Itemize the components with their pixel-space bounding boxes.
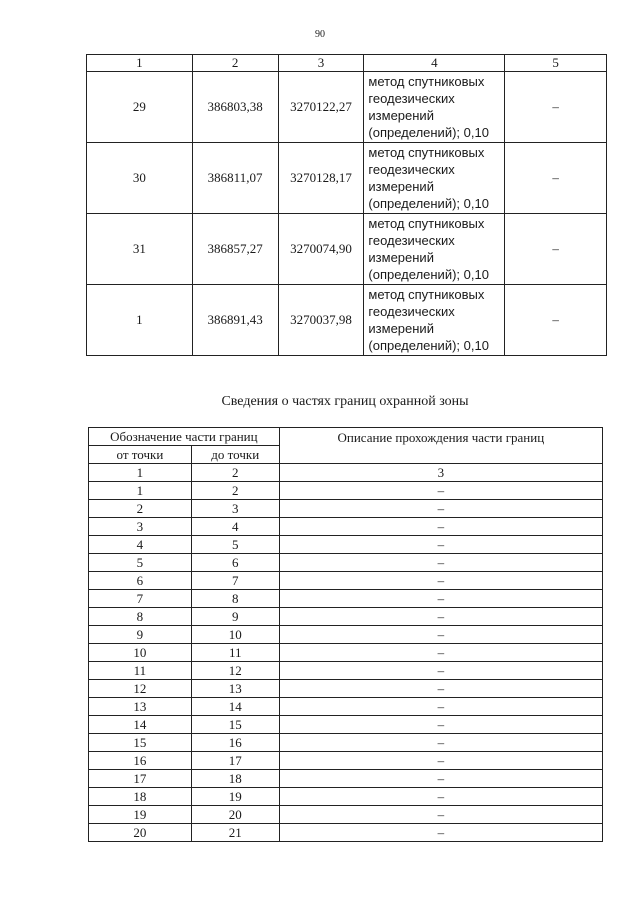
to-point: 17 bbox=[191, 752, 279, 770]
to-point-header: до точки bbox=[191, 446, 279, 464]
to-point: 20 bbox=[191, 806, 279, 824]
description-dash: – bbox=[279, 590, 602, 608]
table-row bbox=[89, 608, 603, 626]
table-row bbox=[89, 590, 603, 608]
from-point: 6 bbox=[89, 572, 192, 590]
table-row bbox=[89, 554, 603, 572]
method-description bbox=[364, 214, 505, 285]
to-point: 6 bbox=[191, 554, 279, 572]
description-dash: – bbox=[279, 500, 602, 518]
table-row bbox=[89, 770, 603, 788]
table-row bbox=[89, 644, 603, 662]
from-point: 5 bbox=[89, 554, 192, 572]
page-number: 90 bbox=[315, 29, 325, 40]
y-coordinate: 3270037,98 bbox=[278, 285, 364, 356]
method-description bbox=[364, 285, 505, 356]
method-description bbox=[364, 143, 505, 214]
table-row bbox=[89, 518, 603, 536]
note-dash: – bbox=[505, 72, 607, 143]
to-point: 18 bbox=[191, 770, 279, 788]
table-row bbox=[89, 806, 603, 824]
from-point: 3 bbox=[89, 518, 192, 536]
method-line: геодезических bbox=[368, 91, 455, 106]
y-coordinate: 3270122,27 bbox=[278, 72, 364, 143]
to-point: 16 bbox=[191, 734, 279, 752]
boundary-parts-table bbox=[88, 427, 603, 842]
description-dash: – bbox=[279, 788, 602, 806]
method-line: геодезических bbox=[368, 233, 455, 248]
table-row bbox=[89, 482, 603, 500]
description-dash: – bbox=[279, 644, 602, 662]
to-point: 5 bbox=[191, 536, 279, 554]
from-point: 7 bbox=[89, 590, 192, 608]
description-header: Описание прохождения части границ bbox=[279, 428, 602, 464]
description-dash: – bbox=[279, 824, 602, 842]
to-point: 2 bbox=[191, 482, 279, 500]
to-point: 21 bbox=[191, 824, 279, 842]
description-dash: – bbox=[279, 626, 602, 644]
method-line: (определений); 0,10 bbox=[368, 196, 489, 211]
coordinates-header-row bbox=[87, 55, 607, 72]
method-line: измерений bbox=[368, 179, 434, 194]
table-row bbox=[87, 72, 607, 143]
from-point: 18 bbox=[89, 788, 192, 806]
to-point: 4 bbox=[191, 518, 279, 536]
method-line: метод спутниковых bbox=[368, 145, 485, 160]
y-coordinate: 3270128,17 bbox=[278, 143, 364, 214]
description-dash: – bbox=[279, 662, 602, 680]
table-row bbox=[87, 143, 607, 214]
method-line: геодезических bbox=[368, 162, 455, 177]
method-line: геодезических bbox=[368, 304, 455, 319]
to-point: 9 bbox=[191, 608, 279, 626]
method-line: измерений bbox=[368, 250, 434, 265]
method-line: (определений); 0,10 bbox=[368, 267, 489, 282]
to-point: 11 bbox=[191, 644, 279, 662]
note-dash: – bbox=[505, 143, 607, 214]
table-row bbox=[89, 698, 603, 716]
column-number-3: 3 bbox=[279, 464, 602, 482]
column-number-2: 2 bbox=[191, 464, 279, 482]
point-number: 30 bbox=[87, 143, 193, 214]
y-coordinate: 3270074,90 bbox=[278, 214, 364, 285]
description-dash: – bbox=[279, 572, 602, 590]
table-row bbox=[89, 788, 603, 806]
from-point: 9 bbox=[89, 626, 192, 644]
table-row bbox=[89, 626, 603, 644]
x-coordinate: 386803,38 bbox=[192, 72, 278, 143]
description-dash: – bbox=[279, 734, 602, 752]
table-row bbox=[89, 500, 603, 518]
description-dash: – bbox=[279, 806, 602, 824]
column-number-1: 1 bbox=[87, 55, 193, 72]
table-row bbox=[89, 752, 603, 770]
from-point-header: от точки bbox=[89, 446, 192, 464]
method-line: измерений bbox=[368, 108, 434, 123]
description-dash: – bbox=[279, 698, 602, 716]
from-point: 10 bbox=[89, 644, 192, 662]
coordinates-table bbox=[86, 54, 607, 356]
to-point: 13 bbox=[191, 680, 279, 698]
from-point: 17 bbox=[89, 770, 192, 788]
from-point: 12 bbox=[89, 680, 192, 698]
to-point: 12 bbox=[191, 662, 279, 680]
method-description bbox=[364, 72, 505, 143]
to-point: 15 bbox=[191, 716, 279, 734]
table-row bbox=[87, 214, 607, 285]
table-row bbox=[89, 662, 603, 680]
to-point: 10 bbox=[191, 626, 279, 644]
to-point: 14 bbox=[191, 698, 279, 716]
table-row bbox=[89, 734, 603, 752]
method-line: измерений bbox=[368, 321, 434, 336]
table-row bbox=[89, 824, 603, 842]
column-number-3: 3 bbox=[278, 55, 364, 72]
column-number-1: 1 bbox=[89, 464, 192, 482]
section-title: Сведения о частях границ охранной зоны bbox=[221, 394, 469, 409]
column-number-5: 5 bbox=[505, 55, 607, 72]
from-point: 8 bbox=[89, 608, 192, 626]
to-point: 7 bbox=[191, 572, 279, 590]
from-point: 11 bbox=[89, 662, 192, 680]
table-row bbox=[89, 536, 603, 554]
parts-header-row bbox=[89, 428, 603, 446]
table-row bbox=[87, 285, 607, 356]
from-point: 13 bbox=[89, 698, 192, 716]
from-point: 1 bbox=[89, 482, 192, 500]
note-dash: – bbox=[505, 285, 607, 356]
description-dash: – bbox=[279, 554, 602, 572]
point-number: 1 bbox=[87, 285, 193, 356]
description-dash: – bbox=[279, 482, 602, 500]
description-dash: – bbox=[279, 770, 602, 788]
point-number: 29 bbox=[87, 72, 193, 143]
description-dash: – bbox=[279, 716, 602, 734]
from-point: 2 bbox=[89, 500, 192, 518]
to-point: 8 bbox=[191, 590, 279, 608]
point-number: 31 bbox=[87, 214, 193, 285]
description-dash: – bbox=[279, 680, 602, 698]
description-dash: – bbox=[279, 608, 602, 626]
table-row bbox=[89, 680, 603, 698]
method-line: (определений); 0,10 bbox=[368, 125, 489, 140]
from-point: 4 bbox=[89, 536, 192, 554]
column-number-2: 2 bbox=[192, 55, 278, 72]
from-point: 15 bbox=[89, 734, 192, 752]
from-point: 14 bbox=[89, 716, 192, 734]
method-line: метод спутниковых bbox=[368, 216, 485, 231]
method-line: метод спутниковых bbox=[368, 287, 485, 302]
description-dash: – bbox=[279, 518, 602, 536]
to-point: 3 bbox=[191, 500, 279, 518]
x-coordinate: 386857,27 bbox=[192, 214, 278, 285]
note-dash: – bbox=[505, 214, 607, 285]
to-point: 19 bbox=[191, 788, 279, 806]
table-row bbox=[89, 716, 603, 734]
method-line: (определений); 0,10 bbox=[368, 338, 489, 353]
designation-header: Обозначение части границ bbox=[89, 428, 280, 446]
x-coordinate: 386891,43 bbox=[192, 285, 278, 356]
table-row bbox=[89, 572, 603, 590]
description-dash: – bbox=[279, 752, 602, 770]
column-number-4: 4 bbox=[364, 55, 505, 72]
parts-column-numbers-row bbox=[89, 464, 603, 482]
x-coordinate: 386811,07 bbox=[192, 143, 278, 214]
from-point: 19 bbox=[89, 806, 192, 824]
from-point: 20 bbox=[89, 824, 192, 842]
method-line: метод спутниковых bbox=[368, 74, 485, 89]
from-point: 16 bbox=[89, 752, 192, 770]
description-dash: – bbox=[279, 536, 602, 554]
